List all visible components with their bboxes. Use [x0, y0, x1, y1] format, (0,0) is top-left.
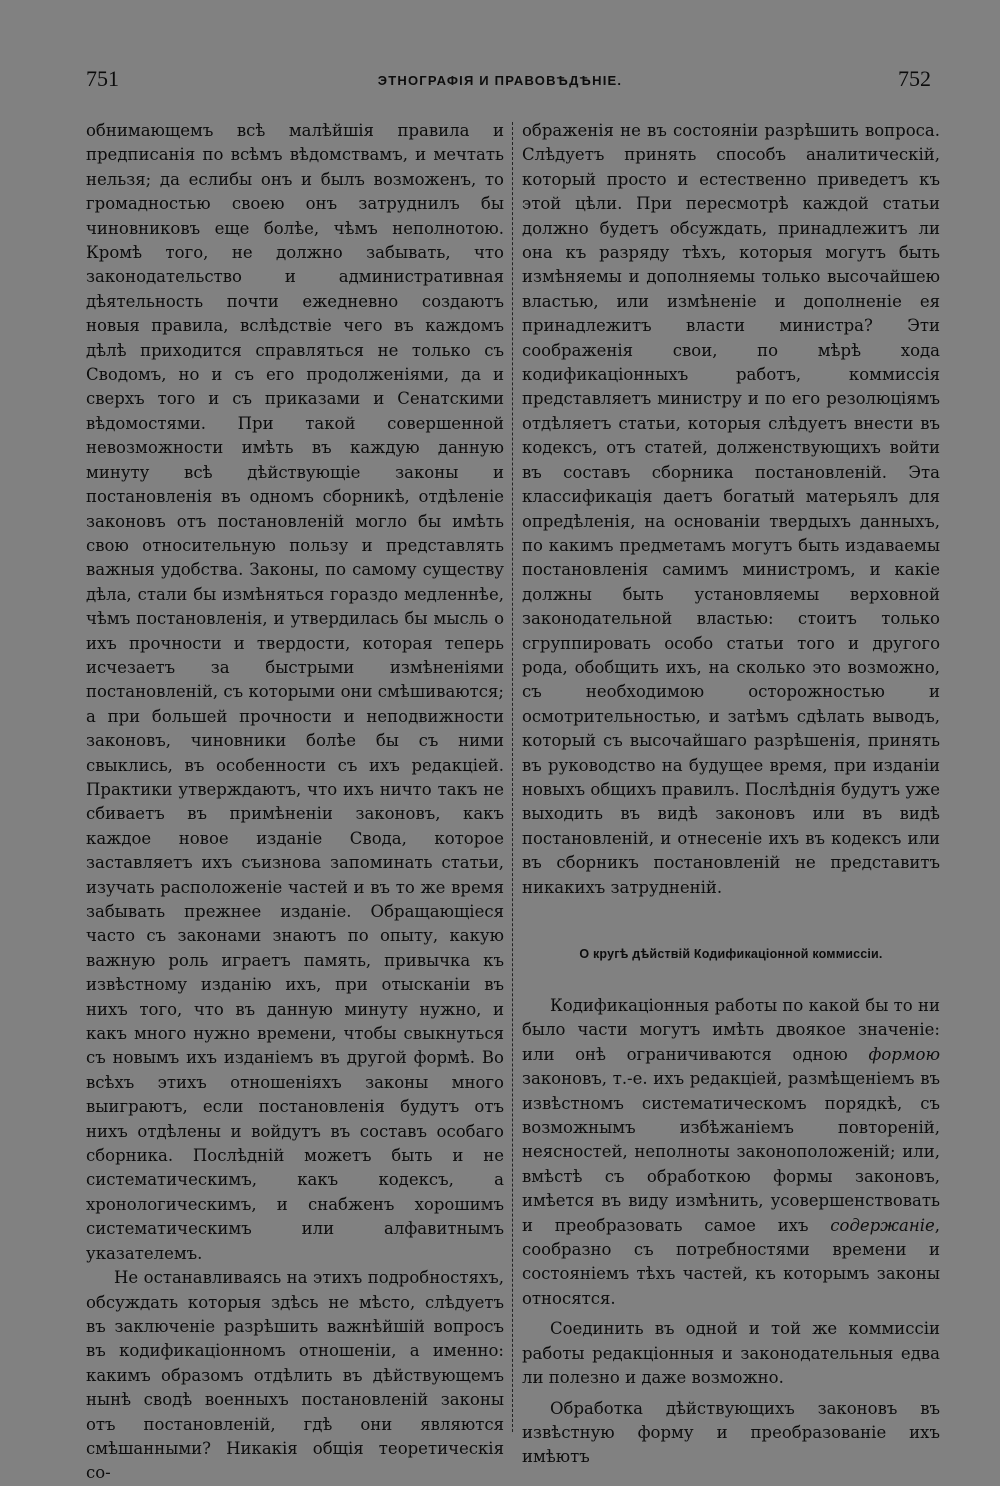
p2-text-a: Кодификаціонныя работы по какой бы то ни было части могутъ имѣть двоякое значеніе: или онѣ ограничиваются одною — [522, 996, 940, 1064]
p2-text-c: , сообразно съ потребностями времени и состояніемъ тѣхъ частей, къ которымъ законы относятся. — [522, 1215, 940, 1308]
right-paragraph-1: ображенія не въ состояніи разрѣшить вопроса. Слѣдуетъ принять способъ аналитическій, который просто и естественно приведетъ къ этой цѣли. При пересмотрѣ каждой статьи должно будетъ обсуждать, принадлежитъ ли она къ разряду тѣхъ, которыя могутъ быть измѣняемы и дополняемы только высочайшею властью, или измѣненіе и дополненіе ея принадлежитъ власти министра? Эти соображенія свои, по мѣрѣ хода кодификаціонныхъ работъ, коммиссія представляетъ министру и по его резолюціямъ отдѣляетъ статьи, которыя слѣдуетъ внести въ кодексъ, отъ статей, долженствующихъ войти въ составъ сборника постановленій. Эта классификація даетъ богатый матерьялъ для опредѣленія, на основаніи твердыхъ данныхъ, по какимъ предметамъ могутъ быть издаваемы постановленія самимъ министромъ, и какіе должны быть установляемы верховной законодательной властью: стоитъ только сгруппировать особо статьи того и другого рода, обобщить ихъ, на сколько это возможно, съ необходимою осторожностью и осмотрительностью, и затѣмъ сдѣлать выводъ, который съ высочайшаго разрѣшенія, принять въ руководство на будущее время, при изданіи новыхъ общихъ правилъ. Послѣднія будутъ уже выходить въ видѣ законовъ или въ видѣ постановленій, и отнесеніе ихъ въ кодексъ или въ сборникъ постановленій не представитъ никакихъ затрудненій. — [522, 121, 940, 897]
p2-emphasis-form: формою — [868, 1044, 940, 1064]
running-head: ЭТНОГРАФІЯ И ПРАВОВѢДѢНІЕ. — [377, 73, 623, 88]
column-divider — [512, 122, 513, 1432]
right-paragraph-2 — [522, 994, 940, 1311]
p2-text-b: законовъ, т.-е. ихъ редакціей, размѣщеніемъ въ извѣстномъ систематическомъ порядкѣ, съ возможнымъ избѣжаніемъ повтореній, неясностей, неполноты законоположеній; или, вмѣстѣ съ обработкою формы законовъ, имѣется въ виду измѣнить, усовершенствовать и преобразовать самое ихъ — [522, 1069, 940, 1235]
left-paragraph-2: Не останавливаясь на этихъ подробностяхъ, обсуждать которыя здѣсь не мѣсто, слѣдуетъ въ заключеніе разрѣшить важнѣйшій вопросъ въ кодификаціонномъ отношеніи, а именно: какимъ образомъ отдѣлить въ дѣйствующемъ нынѣ сводѣ военныхъ постановленій законы отъ постановленій, гдѣ они являются смѣшанными? Никакія общія теоретическія со- — [86, 1268, 504, 1483]
left-column — [86, 119, 504, 1486]
right-column — [522, 119, 940, 1470]
right-paragraph-4: Обработка дѣйствующихъ законовъ въ извѣстную форму и преобразованіе ихъ имѣютъ — [522, 1398, 940, 1467]
left-paragraph-1: обнимающемъ всѣ малѣйшія правила и предписанія по всѣмъ вѣдомствамъ, и мечтать нельзя; да еслибы онъ и былъ возможенъ, то громадностью своею онъ затруднилъ бы чиновниковъ еще болѣе, чѣмъ неполнотою. Кромѣ того, не должно забывать, что законодательство и административная дѣятельность почти ежедневно создаютъ новыя правила, вслѣдствіе чего въ каждомъ дѣлѣ приходится справляться не только съ Сводомъ, но и съ его продолженіями, да и сверхъ того и съ приказами и Сенатскими вѣдомостями. При такой совершенной невозможности имѣть въ каждую данную минуту всѣ дѣйствующіе законы и постановленія въ одномъ сборникѣ, отдѣленіе законовъ отъ постановленій могло бы имѣть свою относительную пользу и представлять важныя удобства. Законы, по самому существу дѣла, стали бы измѣняться гораздо медленнѣе, чѣмъ постановленія, и утвердилась бы мысль о ихъ прочности и твердости, которая теперь исчезаетъ за быстрыми измѣненіями постановленій, съ которыми они смѣшиваются; а при большей прочности и неподвижности законовъ, чиновники болѣе бы съ ними свыклись, въ особенности съ ихъ редакціей. Практики утверждаютъ, что ихъ ничто такъ не сбиваетъ въ примѣненіи законовъ, какъ каждое новое изданіе Свода, которое заставляетъ ихъ съизнова запоминать статьи, изучать расположеніе частей и въ то же время забывать прежнее изданіе. Обращающіеся часто съ законами знаютъ по опыту, какую важную роль играетъ память, привычка къ извѣстному изданію ихъ, при отысканіи въ нихъ того, что въ данную минуту нужно, и какъ много нужно времени, чтобы свыкнуться съ новымъ ихъ изданіемъ въ другой формѣ. Во всѣхъ этихъ отношеніяхъ законы много выиграютъ, если постановленія будутъ отъ нихъ отдѣлены и войдутъ въ составъ особаго сборника. Послѣдній можетъ быть и не систематическимъ, какъ кодексъ, а хронологическимъ, и снабженъ хорошимъ систематическимъ или алфавитнымъ указателемъ. — [86, 121, 504, 1263]
right-paragraph-3: Соединить въ одной и той же коммиссіи работы редакціонныя и законодательныя едва ли полезно и даже возможно. — [522, 1319, 940, 1388]
section-heading: О кругѣ дѣйствій Кодификаціонной коммиссіи. — [579, 947, 883, 961]
right-page-number: 752 — [898, 66, 931, 91]
p2-emphasis-content: содержаніе — [830, 1215, 935, 1235]
left-page-number: 751 — [86, 66, 119, 91]
